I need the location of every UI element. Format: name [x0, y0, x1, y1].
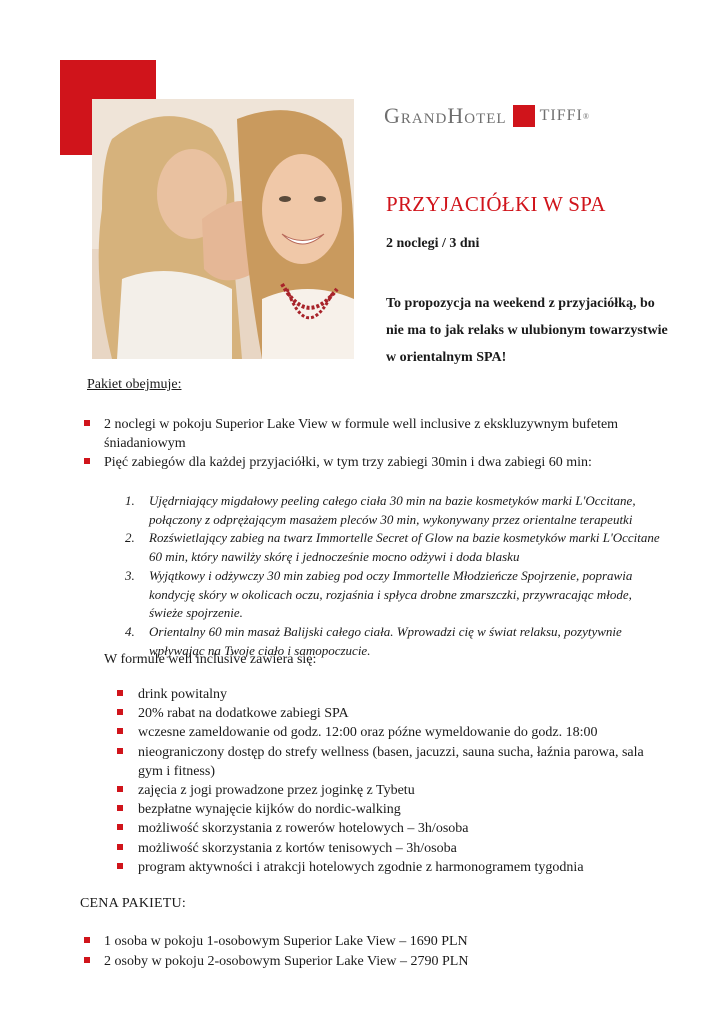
- bullet-square-icon: [117, 728, 123, 734]
- bullet-square-icon: [117, 748, 123, 754]
- logo-grandhotel-text: GrandHotel: [384, 103, 507, 128]
- hero-photo-illustration: [92, 99, 354, 359]
- inclusive-item-text: nieograniczony dostęp do strefy wellness (basen, jacuzzi, sauna sucha, łaźnia parowa, sala gym i fitness): [138, 744, 644, 779]
- list-item: [84, 932, 644, 952]
- bullet-square-icon: [84, 957, 90, 963]
- offer-title: PRZYJACIÓŁKI W SPA: [386, 192, 606, 216]
- treatment-text: Orientalny 60 min masaż Balijski całego ciała. Wprowadzi cię w świat relaksu, pozytywnie wpływając na Twoje ciało i samopoczucie.: [149, 623, 622, 658]
- price-list: [84, 932, 644, 972]
- list-item: [117, 704, 647, 723]
- package-label: Pakiet obejmuje:: [87, 377, 182, 392]
- offer-intro: [386, 290, 686, 371]
- treatment-text: Ujędrniający migdałowy peeling całego ciała 30 min na bazie kosmetyków marki L'Occitane, połączony z odprężającym masażem pleców 30 min, wykonywany przez orientalne terapeutki: [149, 493, 636, 527]
- list-item: [117, 781, 647, 800]
- treatment-list: [123, 492, 668, 660]
- price-item-text: 1 osoba w pokoju 1-osobowym Superior Lake View – 1690 PLN: [104, 934, 468, 949]
- bullet-square-icon: [84, 458, 90, 464]
- list-item: [117, 839, 647, 858]
- list-item: [117, 685, 647, 704]
- list-item: [84, 415, 644, 453]
- inclusive-item-text: zajęcia z jogi prowadzone przez joginkę z Tybetu: [138, 783, 415, 799]
- hotel-logo: [384, 101, 589, 131]
- list-item: [117, 723, 647, 742]
- bullet-square-icon: [117, 824, 123, 830]
- price-label: CENA PAKIETU:: [80, 896, 186, 911]
- logo-red-square: [513, 105, 535, 127]
- inclusive-item-text: bezpłatne wynajęcie kijków do nordic-walking: [138, 802, 401, 818]
- intro-line: nie ma to jak relaks w ulubionym towarzystwie: [386, 323, 668, 338]
- inclusive-item-text: program aktywności i atrakcji hotelowych zgodnie z harmonogramem tygodnia: [138, 859, 584, 875]
- list-item: [117, 743, 647, 781]
- treatment-number: 2.: [125, 530, 135, 546]
- well-inclusive-label: W formule well inclusive zawiera się:: [104, 652, 317, 667]
- list-item: [84, 453, 644, 472]
- inclusive-item-text: 20% rabat na dodatkowe zabiegi SPA: [138, 706, 349, 722]
- treatment-text: Wyjątkowy i odżywczy 30 min zabieg pod oczy Immortelle Młodzieńcze Spojrzenie, poprawia kondycję skóry w okolicach oczu, rozjaśnia i spłyca drobne zmarszczki, przywracając młode, świeże spojrzenie.: [149, 567, 633, 621]
- bullet-square-icon: [84, 937, 90, 943]
- bullet-square-icon: [117, 863, 123, 869]
- bullet-square-icon: [117, 786, 123, 792]
- inclusive-item-text: możliwość skorzystania z kortów tenisowych – 3h/osoba: [138, 840, 457, 856]
- price-item-text: 2 osoby w pokoju 2-osobowym Superior Lake View – 2790 PLN: [104, 954, 469, 969]
- treatment-number: 3.: [125, 567, 135, 583]
- package-item-text: 2 noclegi w pokoju Superior Lake View w formule well inclusive z ekskluzywnym bufetem śniadaniowym: [104, 417, 619, 451]
- list-item: [117, 800, 647, 819]
- inclusive-item-text: drink powitalny: [138, 687, 228, 702]
- treatment-item: [123, 567, 668, 623]
- package-list: [84, 415, 644, 472]
- logo-tiffi-text: TIFFI: [539, 107, 583, 124]
- list-item: [117, 819, 647, 838]
- bullet-square-icon: [117, 844, 123, 850]
- treatment-number: 4.: [125, 623, 135, 639]
- bullet-square-icon: [117, 805, 123, 811]
- well-inclusive-list: [117, 685, 647, 877]
- treatment-item: [123, 492, 668, 529]
- treatment-text: Rozświetlający zabieg na twarz Immortelle Secret of Glow na bazie kosmetyków marki L'Occitane 60 min, który nawilży skórę i jednocześnie mocno odżywi i doda blasku: [149, 530, 660, 565]
- hero-photo: [92, 99, 354, 359]
- treatment-item: [123, 529, 668, 566]
- list-item: [117, 858, 647, 877]
- package-item-text: Pięć zabiegów dla każdej przyjaciółki, w tym trzy zabiegi 30min i dwa zabiegi 60 min:: [104, 455, 592, 470]
- offer-duration: 2 noclegi / 3 dni: [386, 236, 480, 251]
- intro-line: w orientalnym SPA!: [386, 350, 507, 365]
- treatment-number: 1.: [125, 493, 135, 508]
- bullet-square-icon: [117, 690, 123, 696]
- logo-registered-mark: ®: [582, 111, 589, 121]
- bullet-square-icon: [117, 709, 123, 715]
- inclusive-item-text: możliwość skorzystania z rowerów hotelowych – 3h/osoba: [138, 821, 469, 837]
- list-item: [84, 952, 644, 972]
- bullet-square-icon: [84, 420, 90, 426]
- intro-line: To propozycja na weekend z przyjaciółką, bo: [386, 296, 655, 311]
- inclusive-item-text: wczesne zameldowanie od godz. 12:00 oraz późne wymeldowanie do godz. 18:00: [138, 725, 598, 741]
